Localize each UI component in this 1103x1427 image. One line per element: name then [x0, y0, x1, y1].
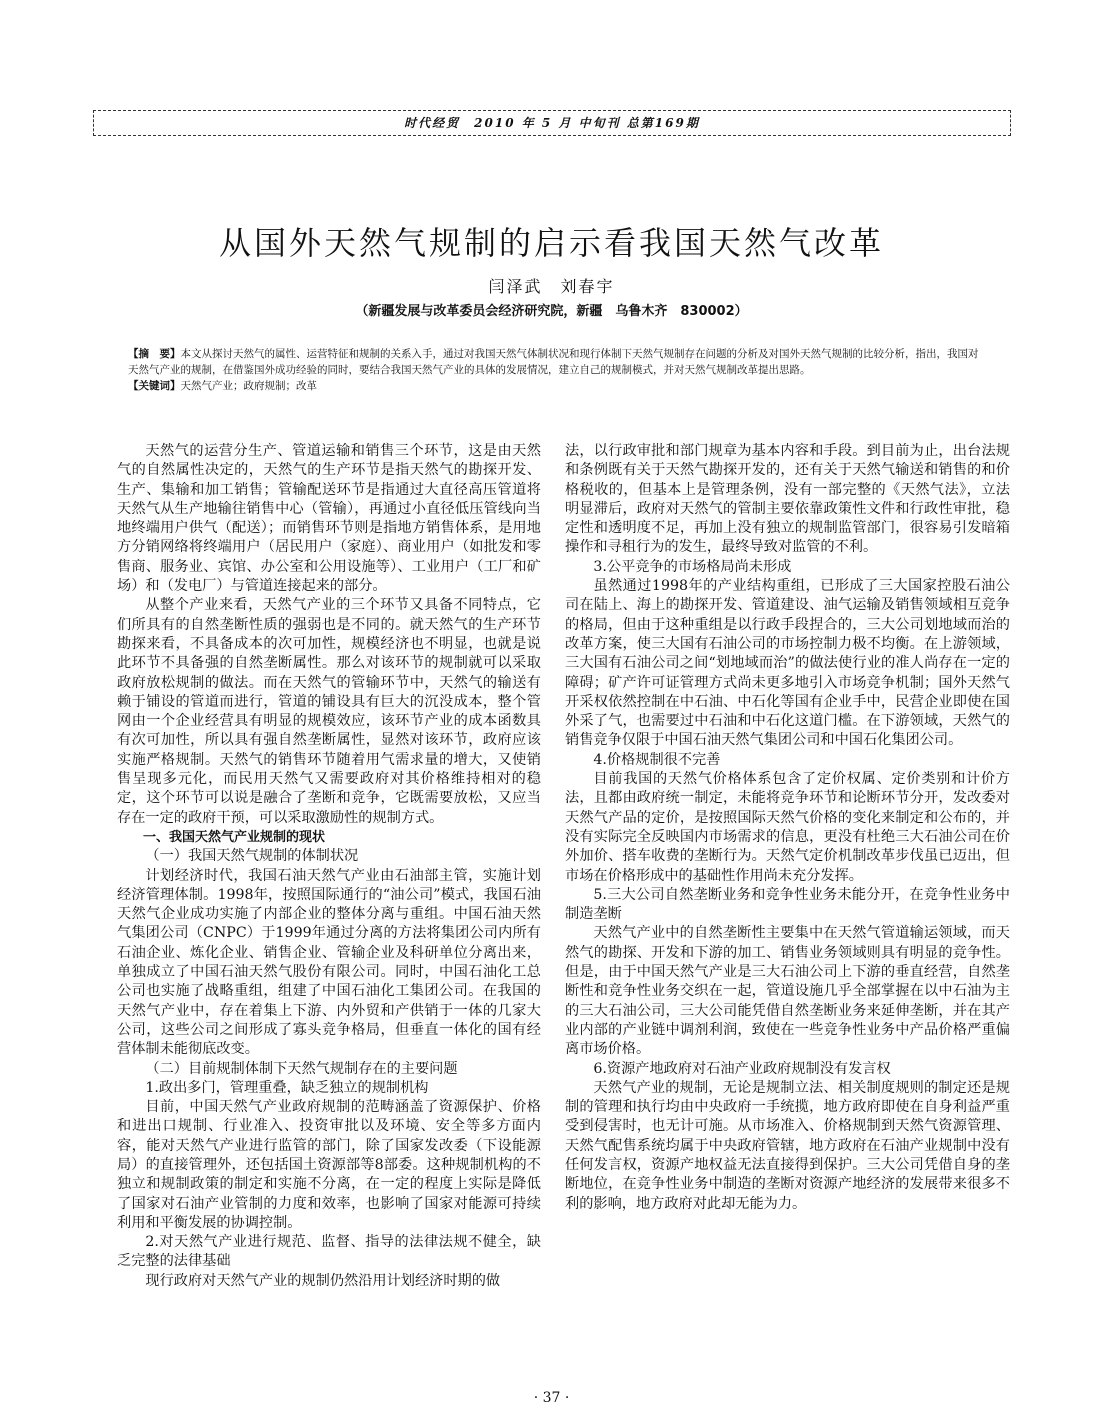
abstract [128, 346, 980, 378]
body-paragraph: 天然气的运营分生产、管道运输和销售三个环节，这是由天然气的自然属性决定的，天然气的生产环节是指天然气的勘探开发、生产、集输和加工销售；管输配送环节是指通过大直径高压管道将天然气从生产地输往销售中心（管输），再通过小直径低压管线向当地终端用户供气（配送）；而销售环节则是指地方销售体系，是用地方分销网络将终端用户（居民用户（家庭）、商业用户（如批发和零售商、服务业、宾馆、办公室和公用设施等）、工业用户（工厂和矿场）和（发电厂）与管道连接起来的部分。 [117, 443, 541, 595]
body-column-right [565, 442, 1010, 1214]
body-paragraph: 目前，中国天然气产业政府规制的范畴涵盖了资源保护、价格和进出口规制、行业准入、投资审批以及环境、安全等多方面内容，能对天然气产业进行监管的部门，除了国家发改委（下设能源局）的直接管理外，还包括国土资源部等8部委。这种规制机构的不独立和规制政策的制定和实施不分离，在一定的程度上实际是降低了国家对石油产业管制的力度和效率，也影响了国家对能源可持续利用和平衡发展的协调控制。 [117, 1099, 541, 1231]
body-paragraph: 计划经济时代，我国石油天然气产业由石油部主管，实施计划经济管理体制。1998年，按照国际通行的“油公司”模式，我国石油天然气企业成功实施了内部企业的整体分离与重组。中国石油天然气集团公司（CNPC）于1999年通过分离的方法将集团公司内所有石油企业、炼化企业、销售企业、管输企业及科研单位分离出来，单独成立了中国石油天然气股份有限公司。同时，中国石油化工总公司也实施了战略重组，组建了中国石油化工集团公司。在我国的天然气产业中，存在着集上下游、内外贸和产供销于一体的几家大公司，这些公司之间形成了寡头竞争格局，但垂直一体化的国有经营体制未能彻底改变。 [117, 867, 541, 1058]
abstract-text: 本文从探讨天然气的属性、运营特征和规制的关系入手，通过对我国天然气体制状况和现行体制下天然气规制存在问题的分析及对国外天然气规制的比较分析，指出，我国对天然气产业的规制，在借鉴国外成功经验的同时，要结合我国天然气产业的具体的发展情况，建立自己的规制模式，并对天然气规制改革提出思路。 [128, 348, 979, 376]
journal-header-text: 时代经贸 2010 年 5 月 中旬刊 总第169期 [404, 116, 700, 130]
abstract-block [128, 346, 980, 394]
keywords [128, 378, 980, 394]
abstract-label: 【摘 要】 [128, 348, 181, 360]
article-authors: 闫泽武 刘春宇 [488, 277, 615, 296]
body-paragraph: 一、我国天然气产业规制的现状 [143, 829, 326, 845]
body-paragraph: 从整个产业来看，天然气产业的三个环节又具备不同特点，它们所具有的自然垄断性质的强弱也是不同的。就天然气的生产环节勘探来看，不具备成本的次可加性，规模经济也不明显，也就是说此环节不具备强的自然垄断属性。那么对该环节的规制就可以采取政府放松规制的做法。而在天然气的管输环节中，天然气的输送有赖于铺设的管道而进行，管道的铺设具有巨大的沉没成本，整个管网由一个企业经营具有明显的规模效应，该环节产业的成本函数具有次可加性，所以具有强自然垄断属性，显然对该环节，政府应该实施严格规制。天然气的销售环节随着用气需求量的增大，又使销售呈现多元化，而民用天然气又需要政府对其价格维持相对的稳定，这个环节可以说是融合了垄断和竞争，它既需要放松，又应当存在一定的政府干预，可以采取激励性的规制方式。 [117, 597, 541, 826]
body-paragraph: （一）我国天然气规制的体制状况 [145, 848, 359, 865]
article-title: 从国外天然气规制的启示看我国天然气改革 [218, 224, 884, 262]
body-paragraph: 虽然通过1998年的产业结构重组，已形成了三大国家控股石油公司在陆上、海上的勘探开发、管道建设、油气运输及销售领域相互竞争的格局，但由于这种重组是以行政手段捏合的，三大公司划地域而治的改革方案，使三大国有石油公司的市场控制力极不均衡。在上游领域，三大国有石油公司之间“划地域而治”的做法使行业的准人尚存在一定的障碍；矿产许可证管理方式尚未更多地引入市场竞争机制；国外天然气开采权依然控制在中石油、中石化等国有企业手中，民营企业即使在国外采了气，也需要过中石油和中石化这道门槛。在下游领域，天然气的销售竞争仅限于中国石油天然气集团公司和中国石化集团公司。 [565, 578, 1010, 749]
body-paragraph: 天然气产业中的自然垄断性主要集中在天然气管道输运领域，而天然气的勘探、开发和下游的加工、销售业务领域则具有明显的竞争性。但是，由于中国天然气产业是三大石油公司上下游的垂直经营，自然垄断性和竞争性业务交织在一起，管道设施几乎全部掌握在以中石油为主的三大石油公司，三大公司能凭借自然垄断业务来延伸垄断，并在其产业内部的产业链中调剂利润，致使在一些竞争性业务中产品价格严重偏离市场价格。 [565, 925, 1010, 1058]
body-paragraph: 1.政出多门，管理重叠，缺乏独立的规制机构 [145, 1079, 429, 1096]
body-column-left [117, 442, 541, 1291]
page-number: · 37 · [533, 1390, 570, 1406]
body-paragraph: 5.三大公司自然垄断业务和竞争性业务未能分开，在竞争性业务中制造垄断 [565, 886, 1010, 923]
body-paragraph: 现行政府对天然气产业的规制仍然沿用计划经济时期的做 [145, 1272, 501, 1289]
body-paragraph: 2.对天然气产业进行规范、监督、指导的法律法规不健全，缺乏完整的法律基础 [117, 1234, 541, 1270]
body-paragraph: 目前我国的天然气价格体系包含了定价权属、定价类别和计价方法，且都由政府统一制定，未能将竞争环节和论断环节分开，发改委对天然气产品的定价，是按照国际天然气价格的变化来制定和公布的，并没有实际完全反映国内市场需求的信息，更没有杜绝三大石油公司在价外加价、搭车收费的垄断行为。天然气定价机制改革步伐虽已迈出，但市场在价格形成中的基础性作用尚未充分发挥。 [565, 771, 1010, 884]
body-paragraph: 3.公平竞争的市场格局尚未形成 [593, 558, 792, 575]
body-paragraph: （二）目前规制体制下天然气规制存在的主要问题 [145, 1060, 458, 1077]
body-paragraph: 6.资源产地政府对石油产业政府规制没有发言权 [593, 1060, 891, 1077]
keywords-text: 天然气产业；政府规制；改革 [180, 380, 317, 392]
body-paragraph: 天然气产业的规制，无论是规制立法、相关制度规则的制定还是规制的管理和执行均由中央政府一手统揽，地方政府即使在自身利益严重受到侵害时，也无计可施。从市场准入、价格规制到天然气资源管理、天然气配售系统均属于中央政府管辖，地方政府在石油产业规制中没有任何发言权，资源产地权益无法直接得到保护。三大公司凭借自身的垄断地位，在竞争性业务中制造的垄断对资源产地经济的发展带来很多不利的影响，地方政府对此却无能为力。 [565, 1079, 1010, 1212]
body-paragraph: 4.价格规制很不完善 [593, 751, 721, 768]
body-paragraph: 法，以行政审批和部门规章为基本内容和手段。到目前为止，出台法规和条例既有关于天然气勘探开发的，还有关于天然气输送和销售的和价格税收的，但基本上是管理条例，没有一部完整的《天然气法》，立法明显滞后，政府对天然气的管制主要依靠政策性文件和行政性审批，稳定性和透明度不足，再加上没有独立的规制监管部门，很容易引发暗箱操作和寻租行为的发生，最终导致对监管的不利。 [565, 443, 1010, 556]
journal-header [93, 110, 1011, 136]
keywords-label: 【关键词】 [128, 380, 181, 392]
article-affiliation: （新疆发展与改革委员会经济研究院，新疆 乌鲁木齐 830002） [355, 304, 748, 319]
